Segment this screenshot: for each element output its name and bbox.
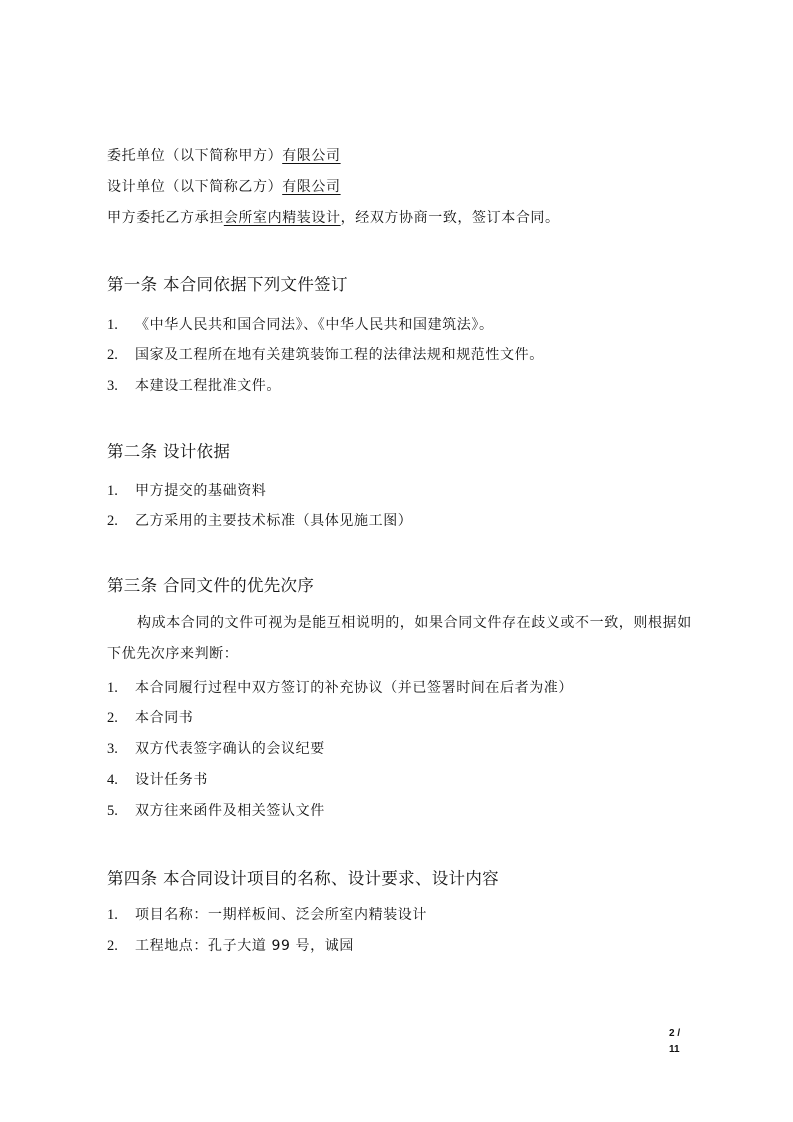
list-item: 4. 设计任务书	[107, 772, 208, 788]
article-4-title: 第四条 本合同设计项目的名称、设计要求、设计内容	[107, 869, 499, 888]
list-item: 1. 甲方提交的基础资料	[107, 483, 267, 499]
commission-project: 会所室内精装设计	[223, 210, 341, 226]
list-item: 1. 项目名称：一期样板间、泛会所室内精装设计	[107, 907, 427, 923]
list-item: 3. 本建设工程批准文件。	[107, 378, 281, 394]
list-item: 1. 本合同履行过程中双方签订的补充协议（并已签署时间在后者为准）	[107, 680, 573, 696]
article-3-title: 第三条 合同文件的优先次序	[107, 576, 315, 595]
list-item: 2. 本合同书	[107, 710, 194, 726]
client-line	[107, 146, 341, 166]
list-item: 2. 工程地点：孔子大道 99 号，诚园	[107, 938, 354, 954]
article-1-title: 第一条 本合同依据下列文件签订	[107, 275, 348, 294]
commission-suffix: ，经双方协商一致，签订本合同。	[340, 210, 560, 226]
article-2-title: 第二条 设计依据	[107, 442, 231, 461]
commission-line	[107, 208, 560, 228]
client-name: 有限公司	[282, 148, 341, 164]
commission-prefix: 甲方委托乙方承担	[107, 210, 224, 226]
list-item: 2. 乙方采用的主要技术标准（具体见施工图）	[107, 513, 413, 529]
client-label: 委托单位（以下简称甲方）	[107, 148, 283, 164]
page-number: 2 / 11	[669, 1028, 681, 1055]
designer-line	[107, 177, 341, 197]
list-item: 2. 国家及工程所在地有关建筑装饰工程的法律法规和规范性文件。	[107, 347, 544, 363]
list-item: 3. 双方代表签字确认的会议纪要	[107, 741, 325, 757]
designer-name: 有限公司	[282, 179, 341, 195]
article-3-paragraph: 构成本合同的文件可视为是能互相说明的，如果合同文件存在歧义或不一致，则根据如下优先次序来判断：	[107, 615, 692, 662]
designer-label: 设计单位（以下简称乙方）	[107, 179, 283, 195]
list-item: 1. 《中华人民共和国合同法》、《中华人民共和国建筑法》。	[107, 317, 494, 333]
list-item: 5. 双方往来函件及相关签认文件	[107, 803, 325, 819]
